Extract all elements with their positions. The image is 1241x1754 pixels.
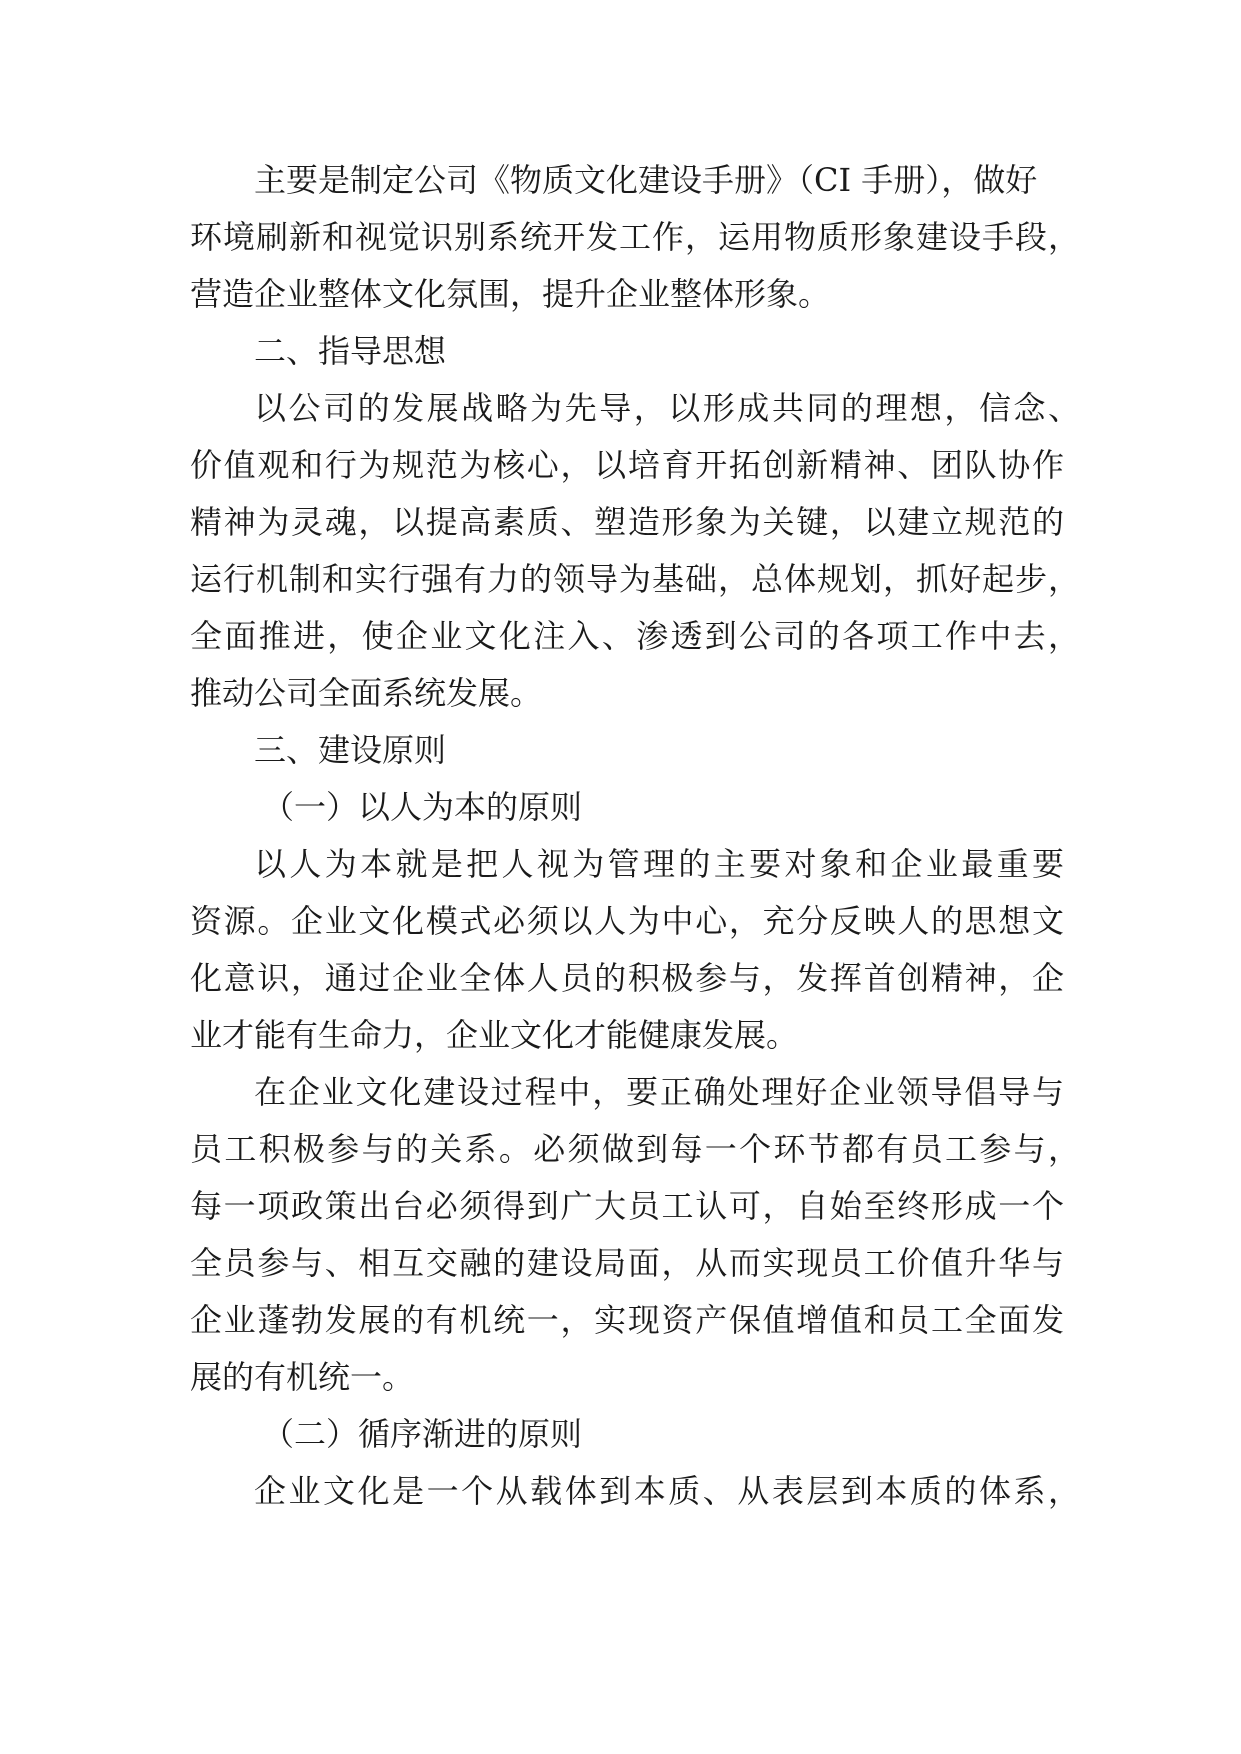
paragraph-line: 资源。企业文化模式必须以人为中心，充分反映人的思想文: [190, 902, 1064, 940]
paragraph-line: 员工积极参与的关系。必须做到每一个环节都有员工参与，: [190, 1130, 1080, 1168]
paragraph-line: 企业文化是一个从载体到本质、从表层到本质的体系，: [254, 1472, 1080, 1510]
paragraph-line: 展的有机统一。: [190, 1358, 415, 1396]
paragraph-line: 每一项政策出台必须得到广大员工认可，自始至终形成一个: [190, 1187, 1064, 1225]
paragraph-line: 营造企业整体文化氛围，提升企业整体形象。: [190, 275, 831, 313]
paragraph-line: 精神为灵魂，以提高素质、塑造形象为关键，以建立规范的: [190, 503, 1064, 541]
paragraph-line: 业才能有生命力，企业文化才能健康发展。: [190, 1016, 799, 1054]
paragraph-line: 全面推进，使企业文化注入、渗透到公司的各项工作中去，: [190, 617, 1080, 655]
subsection-heading: （一）以人为本的原则: [262, 788, 583, 826]
paragraph-line: 主要是制定公司《物质文化建设手册》（CI 手册），做好: [254, 161, 1038, 199]
paragraph-line: 推动公司全面系统发展。: [190, 674, 543, 712]
paragraph-line: 以人为本就是把人视为管理的主要对象和企业最重要: [254, 845, 1064, 883]
paragraph-line: 环境刷新和视觉识别系统开发工作，运用物质形象建设手段，: [190, 218, 1080, 256]
paragraph-line: 价值观和行为规范为核心，以培育开拓创新精神、团队协作: [190, 446, 1064, 484]
section-heading: 二、指导思想: [254, 332, 447, 370]
subsection-heading: （二）循序渐进的原则: [262, 1415, 583, 1453]
paragraph-line: 化意识，通过企业全体人员的积极参与，发挥首创精神，企: [190, 959, 1064, 997]
paragraph-line: 以公司的发展战略为先导，以形成共同的理想，信念、: [254, 389, 1080, 427]
paragraph-line: 运行机制和实行强有力的领导为基础，总体规划，抓好起步，: [190, 560, 1080, 598]
paragraph-line: 全员参与、相互交融的建设局面，从而实现员工价值升华与: [190, 1244, 1064, 1282]
paragraph-line: 企业蓬勃发展的有机统一，实现资产保值增值和员工全面发: [190, 1301, 1064, 1339]
paragraph-line: 在企业文化建设过程中，要正确处理好企业领导倡导与: [254, 1073, 1064, 1111]
section-heading: 三、建设原则: [254, 731, 447, 769]
